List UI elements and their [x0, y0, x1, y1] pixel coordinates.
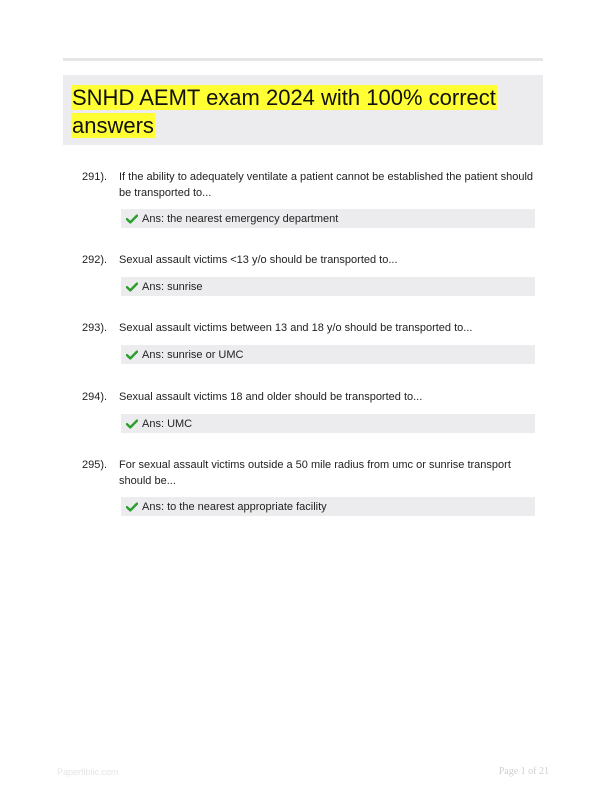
- answer-text: Ans: the nearest emergency department: [142, 212, 339, 225]
- answer-text: Ans: to the nearest appropriate facility: [142, 500, 327, 513]
- checkmark-icon: [126, 502, 138, 512]
- title-banner: [63, 75, 543, 145]
- answer-text: Ans: sunrise: [142, 280, 203, 293]
- answer-box: [121, 277, 535, 296]
- question-text: Sexual assault victims 18 and older should be transported to...: [119, 391, 423, 403]
- question-number: 293).: [82, 322, 108, 334]
- answer-box: [121, 345, 535, 364]
- question-number: 292).: [82, 254, 108, 266]
- question-text: If the ability to adequately ventilate a patient cannot be established the patient should be transported to...: [119, 171, 534, 199]
- page-number: Page 1 of 21: [498, 766, 549, 777]
- question-text: Sexual assault victims <13 y/o should be transported to...: [119, 254, 398, 266]
- answer-box: [121, 209, 535, 228]
- answer-text: Ans: sunrise or UMC: [142, 348, 244, 361]
- answer-box: [121, 414, 535, 433]
- question-text: Sexual assault victims between 13 and 18 y/o should be transported to...: [119, 322, 473, 334]
- footer-watermark: Paperfiblic.com: [57, 767, 119, 777]
- answer-box: [121, 497, 535, 516]
- checkmark-icon: [126, 350, 138, 360]
- question-text: For sexual assault victims outside a 50 mile radius from umc or sunrise transport should be...: [119, 459, 511, 487]
- checkmark-icon: [126, 214, 138, 224]
- answer-text: Ans: UMC: [142, 417, 193, 430]
- question-number: 295).: [82, 459, 108, 471]
- question-number: 294).: [82, 391, 108, 403]
- page-title-highlight: SNHD AEMT exam 2024 with 100% correct answers: [72, 85, 496, 138]
- checkmark-icon: [126, 419, 138, 429]
- question-number: 291).: [82, 171, 108, 183]
- checkmark-icon: [126, 282, 138, 292]
- page-title: [71, 84, 535, 140]
- top-divider: [63, 58, 543, 61]
